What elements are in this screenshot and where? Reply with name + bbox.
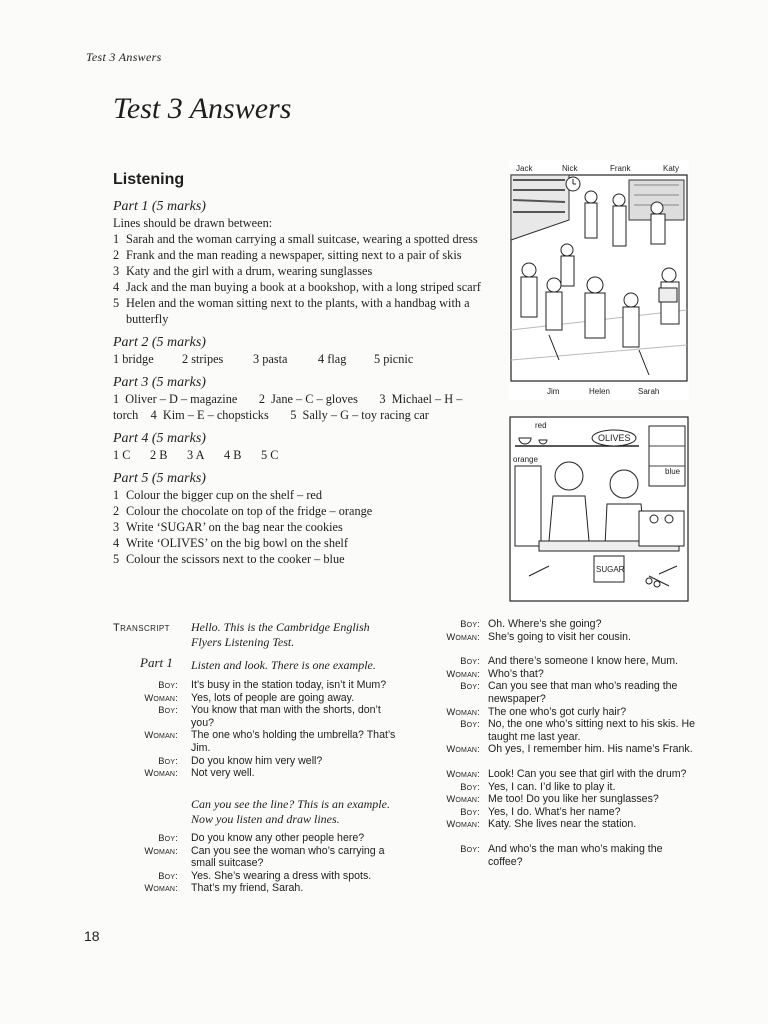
transcript-line <box>113 692 403 705</box>
part1-item <box>113 263 508 279</box>
speech-text: Who’s that? <box>488 667 544 680</box>
speech-text: The one who’s got curly hair? <box>488 705 627 718</box>
speech-text: Oh yes, I remember him. His name’s Frank. <box>488 743 693 756</box>
speech-text: Do you know any other people here? <box>191 832 365 844</box>
item-text: Colour the scissors next to the cooker – blue <box>126 552 345 566</box>
speech-text: Can you see that man who’s reading the newspaper? <box>488 680 678 705</box>
item-text: flag <box>327 352 347 366</box>
transcript-line <box>113 729 403 754</box>
speech-text: Do you know him very well? <box>191 754 323 767</box>
transcript-part-intro: Listen and look. There is one example. <box>191 658 376 672</box>
part1-item <box>113 295 508 327</box>
item-text: B <box>233 448 242 462</box>
speaker-label: Woman: <box>144 729 178 741</box>
item-number: 4 <box>224 448 231 462</box>
transcript-line <box>438 793 698 806</box>
part2-item <box>253 351 318 367</box>
item-number: 5 <box>113 552 120 566</box>
speaker-label: Woman: <box>446 767 480 779</box>
speaker-label: Boy: <box>158 704 178 716</box>
speech-text: Yes, I do. What’s her name? <box>488 805 621 818</box>
transcript-group <box>438 768 698 831</box>
station-scene-drawing <box>509 160 689 400</box>
speech-text: It’s busy in the station today, isn’t it Mum? <box>191 679 387 691</box>
part1-intro: Lines should be drawn between: <box>113 216 273 230</box>
item-text: stripes <box>191 352 224 366</box>
name-label-frank: Frank <box>610 164 631 173</box>
transcript-line <box>113 870 403 883</box>
item-text: Colour the chocolate on top of the fridge – orange <box>126 504 373 518</box>
transcript-line <box>438 631 698 644</box>
transcript-group <box>438 618 698 643</box>
transcript-line <box>438 680 698 705</box>
item-text: pasta <box>262 352 288 366</box>
part4-item <box>261 447 298 463</box>
item-text: C <box>122 448 131 462</box>
part5-item <box>113 535 508 551</box>
part5-heading: Part 5 (5 marks) <box>113 471 206 486</box>
transcript-intro: Hello. This is the Cambridge English Flyers Listening Test. <box>191 620 370 649</box>
part3-line-2: torch 4 Kim – E – chopsticks 5 Sally – G – toy racing car <box>113 408 429 422</box>
speech-text: Look! Can you see that girl with the drum? <box>488 767 687 780</box>
transcript-line <box>438 806 698 819</box>
speech-text: The one who’s holding the umbrella? That’s Jim. <box>191 729 396 754</box>
page-title: Test 3 Answers <box>113 92 292 125</box>
item-number: 3 <box>253 352 260 366</box>
part5-item <box>113 487 508 503</box>
transcript-line <box>438 781 698 794</box>
answers-column <box>113 198 508 567</box>
speech-text: You know that man with the shorts, don’t you? <box>191 704 381 729</box>
speech-text: Katy. She lives near the station. <box>488 818 637 831</box>
item-text: Katy and the girl with a drum, wearing sunglasses <box>126 264 373 278</box>
name-label-jim: Jim <box>547 387 560 396</box>
speech-text: Yes, lots of people are going away. <box>191 691 355 704</box>
transcript-line <box>113 845 403 870</box>
part5-list <box>113 487 508 567</box>
item-number: 3 <box>113 264 120 278</box>
speaker-label: Boy: <box>158 754 178 766</box>
transcript-line <box>438 706 698 719</box>
speech-text: Me too! Do you like her sunglasses? <box>488 793 659 806</box>
running-header: Test 3 Answers <box>86 50 162 64</box>
speech-text: And who’s the man who’s making the coffee? <box>488 842 663 868</box>
transcript-line <box>438 768 698 781</box>
speech-text: No, the one who’s sitting next to his skis. He taught me last year. <box>488 718 696 743</box>
speaker-label: Boy: <box>460 805 480 817</box>
transcript-right-column <box>438 618 698 888</box>
bag-text: SUGAR <box>596 565 625 574</box>
transcript-group <box>438 843 698 868</box>
item-text: Sarah and the woman carrying a small suitcase, wearing a spotted dress <box>126 232 478 246</box>
speaker-label: Woman: <box>144 767 178 779</box>
part4-item <box>113 447 150 463</box>
speaker-label: Boy: <box>460 680 480 692</box>
speaker-label: Boy: <box>460 718 480 730</box>
item-text: Frank and the man reading a newspaper, sitting next to a pair of skis <box>126 248 462 262</box>
speaker-label: Boy: <box>460 655 480 667</box>
speech-text: Can you see the woman who’s carrying a small suitcase? <box>191 844 385 870</box>
item-text: Colour the bigger cup on the shelf – red <box>126 488 323 502</box>
part4-item <box>187 447 224 463</box>
part5-item <box>113 503 508 519</box>
item-text: A <box>195 448 205 462</box>
transcript-line <box>438 743 698 756</box>
speaker-label: Boy: <box>460 618 480 629</box>
part4-heading: Part 4 (5 marks) <box>113 431 206 446</box>
speaker-label: Boy: <box>158 679 178 690</box>
page-number: 18 <box>84 928 100 944</box>
item-text: Write ‘OLIVES’ on the big bowl on the shelf <box>126 536 348 550</box>
item-text: picnic <box>383 352 414 366</box>
kitchen-illustration <box>509 416 689 602</box>
transcript-line <box>113 679 403 692</box>
speech-text: Not very well. <box>191 767 255 780</box>
item-text: bridge <box>122 352 154 366</box>
colour-label-blue: blue <box>665 467 681 476</box>
transcript-dialogue-block-1 <box>113 679 403 780</box>
name-label-helen: Helen <box>589 387 610 396</box>
transcript-line <box>438 618 698 631</box>
speech-text: Yes, I can. I’d like to play it. <box>488 780 616 793</box>
item-number: 1 <box>113 488 120 502</box>
speaker-label: Woman: <box>446 667 480 679</box>
item-text: Write ‘SUGAR’ on the bag near the cookies <box>126 520 343 534</box>
name-label-jack: Jack <box>516 164 533 173</box>
part1-item <box>113 231 508 247</box>
transcript-line <box>438 718 698 743</box>
speech-text: Yes. She’s wearing a dress with spots. <box>191 869 372 882</box>
transcript-example-note: Can you see the line? This is an example. Now you listen and draw lines. <box>191 797 390 826</box>
speaker-label: Boy: <box>158 832 178 843</box>
speaker-label: Boy: <box>158 869 178 881</box>
part1-heading: Part 1 (5 marks) <box>113 199 206 214</box>
speaker-label: Woman: <box>446 793 480 805</box>
part5-item <box>113 551 508 567</box>
item-text: B <box>159 448 168 462</box>
transcript-line <box>438 818 698 831</box>
item-number: 5 <box>113 296 120 310</box>
speech-text: That’s my friend, Sarah. <box>191 882 304 895</box>
cooker <box>639 511 684 546</box>
part3-line-1: 1 Oliver – D – magazine 2 Jane – C – gloves 3 Michael – H – <box>113 392 463 406</box>
speech-text: She’s going to visit her cousin. <box>488 630 631 643</box>
part3-heading: Part 3 (5 marks) <box>113 375 206 390</box>
transcript-part-label: Part 1 <box>140 655 173 670</box>
transcript-line <box>113 832 403 845</box>
speaker-label: Woman: <box>144 691 178 703</box>
item-number: 2 <box>113 504 120 518</box>
part2-item <box>182 351 253 367</box>
part2-item <box>374 351 434 367</box>
transcript-line <box>113 755 403 768</box>
kitchen-scene-drawing <box>509 416 689 602</box>
transcript-left-column <box>113 620 403 900</box>
item-number: 4 <box>318 352 325 366</box>
section-heading-listening: Listening <box>113 171 185 188</box>
item-number: 2 <box>150 448 157 462</box>
part5-item <box>113 519 508 535</box>
transcript-dialogue-block-2 <box>113 832 403 895</box>
station-illustration <box>509 160 689 400</box>
part2-list <box>113 351 508 367</box>
speaker-label: Woman: <box>446 705 480 717</box>
colour-label-orange: orange <box>513 455 538 464</box>
part1-item <box>113 279 508 295</box>
transcript-line <box>438 843 698 868</box>
speaker-label: Boy: <box>460 842 480 854</box>
item-text: Helen and the woman sitting next to the plants, with a handbag with a butterfly <box>126 296 470 326</box>
item-number: 5 <box>261 448 268 462</box>
item-text: C <box>270 448 279 462</box>
transcript-label: Transcript <box>113 622 170 634</box>
part1-list <box>113 231 508 327</box>
item-number: 3 <box>113 520 120 534</box>
part2-item <box>113 351 182 367</box>
part2-item <box>318 351 374 367</box>
speaker-label: Woman: <box>446 743 480 755</box>
speaker-label: Woman: <box>446 818 480 830</box>
transcript-line <box>438 655 698 668</box>
item-number: 1 <box>113 232 120 246</box>
speaker-label: Boy: <box>460 780 480 792</box>
item-number: 2 <box>182 352 189 366</box>
name-label-nick: Nick <box>562 164 578 173</box>
item-text: Jack and the man buying a book at a bookshop, with a long striped scarf <box>126 280 481 294</box>
speaker-label: Woman: <box>446 630 480 642</box>
item-number: 1 <box>113 352 120 366</box>
part2-heading: Part 2 (5 marks) <box>113 335 206 350</box>
part4-list <box>113 447 508 463</box>
transcript-group <box>438 655 698 756</box>
bowl-text: OLIVES <box>598 433 631 443</box>
part1-item <box>113 247 508 263</box>
part4-item <box>224 447 261 463</box>
transcript-line <box>113 882 403 895</box>
transcript-line <box>113 767 403 780</box>
part4-item <box>150 447 187 463</box>
item-number: 3 <box>187 448 194 462</box>
item-number: 4 <box>113 536 120 550</box>
transcript-line <box>113 704 403 729</box>
speaker-label: Woman: <box>144 844 178 856</box>
name-label-sarah: Sarah <box>638 387 660 396</box>
speaker-label: Woman: <box>144 882 178 894</box>
speech-text: Oh. Where’s she going? <box>488 618 602 630</box>
name-label-katy: Katy <box>663 164 680 173</box>
colour-label-red: red <box>535 421 547 430</box>
item-number: 2 <box>113 248 120 262</box>
item-number: 4 <box>113 280 120 294</box>
transcript-line <box>438 668 698 681</box>
item-number: 5 <box>374 352 381 366</box>
speech-text: And there’s someone I know here, Mum. <box>488 655 678 668</box>
item-number: 1 <box>113 448 120 462</box>
